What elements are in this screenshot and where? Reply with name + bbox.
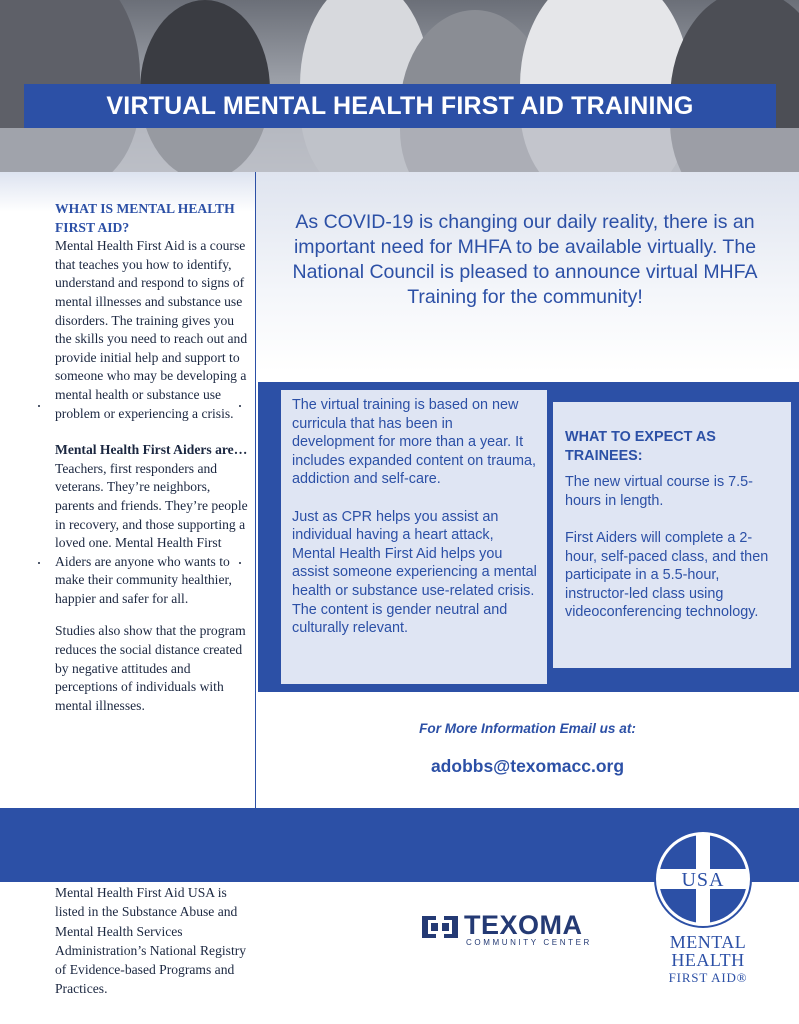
texoma-wordmark: TEXOMA	[464, 910, 583, 940]
left-column	[55, 200, 250, 715]
more-info-label: For More Information Email us at:	[419, 721, 636, 736]
decorative-dot	[38, 405, 40, 407]
what-is-mhfa-text: Mental Health First Aid is a course that teaches you how to identify, understand and respond to signs of mental illnesses and substance use disorders. The training gives you the skills you need to reach out and provide initial help and support to someone who may be developing a mental health or substance use problem or experiencing a crisis.	[55, 238, 248, 421]
texoma-mark-icon	[420, 912, 460, 942]
what-is-mhfa-heading: WHAT IS MENTAL HEALTH FIRST AID?	[55, 201, 235, 235]
hero-floor	[0, 128, 799, 172]
studies-text: Studies also show that the program reduces the social distance created by negative attitudes and perceptions of individuals with mental illnesses.	[55, 623, 246, 713]
texoma-logo	[420, 910, 620, 952]
mhfa-line-mental: MENTAL	[669, 932, 747, 952]
contact-email-link[interactable]: adobbs@texomacc.org	[430, 756, 625, 776]
title-banner	[24, 84, 776, 128]
registry-note: Mental Health First Aid USA is listed in the Substance Abuse and Mental Health Services Administration’s National Registry of Evidence-based Programs and Practices.	[55, 885, 247, 997]
badge-label: USA	[681, 869, 725, 891]
cpr-comparison-text: Just as CPR helps you assist an individual having a heart attack, Mental Health First Aid helps you assist someone experiencing a mental health or substance use-related crisis. The content is gender neutral and culturally relevant.	[292, 508, 537, 637]
course-length-text: The new virtual course is 7.5-hours in length.	[565, 474, 753, 509]
what-to-expect-heading: WHAT TO EXPECT AS TRAINEES:	[565, 429, 716, 464]
mhfa-line-health: HEALTH	[671, 950, 745, 970]
intro-statement: As COVID-19 is changing our daily reality, there is an important need for MHFA to be available virtually. The National Council is pleased to announce virtual MHFA Training for the community!	[292, 211, 758, 308]
mhfa-cross-badge-icon	[653, 829, 753, 929]
decorative-dot	[38, 562, 40, 564]
decorative-dot	[239, 562, 241, 564]
page-title: VIRTUAL MENTAL HEALTH FIRST AID TRAINING	[106, 91, 694, 120]
class-format-text: First Aiders will complete a 2-hour, self-paced class, and then participate in a 5.5-hour, instructor-led class using videoconferencing technology.	[565, 529, 769, 621]
texoma-subtitle: COMMUNITY CENTER	[466, 938, 592, 947]
virtual-training-card	[281, 390, 547, 684]
what-to-expect-card	[553, 402, 791, 668]
decorative-dot	[239, 405, 241, 407]
curricula-text: The virtual training is based on new curricula that has been in development for more than a year. It includes expanded content on trauma, addiction and self-care.	[292, 397, 537, 488]
mhfa-line-first-aid: FIRST AID®	[668, 970, 748, 985]
mhfa-wordmark	[653, 933, 763, 987]
first-aiders-heading: Mental Health First Aiders are…	[55, 442, 248, 458]
first-aiders-text: Teachers, first responders and veterans. They’re neighbors, parents and friends. They’re people in recovery, and those supporting a loved one. Mental Health First Aiders are anyone who wants to make their community healthier, happier and safer for all.	[55, 460, 248, 606]
